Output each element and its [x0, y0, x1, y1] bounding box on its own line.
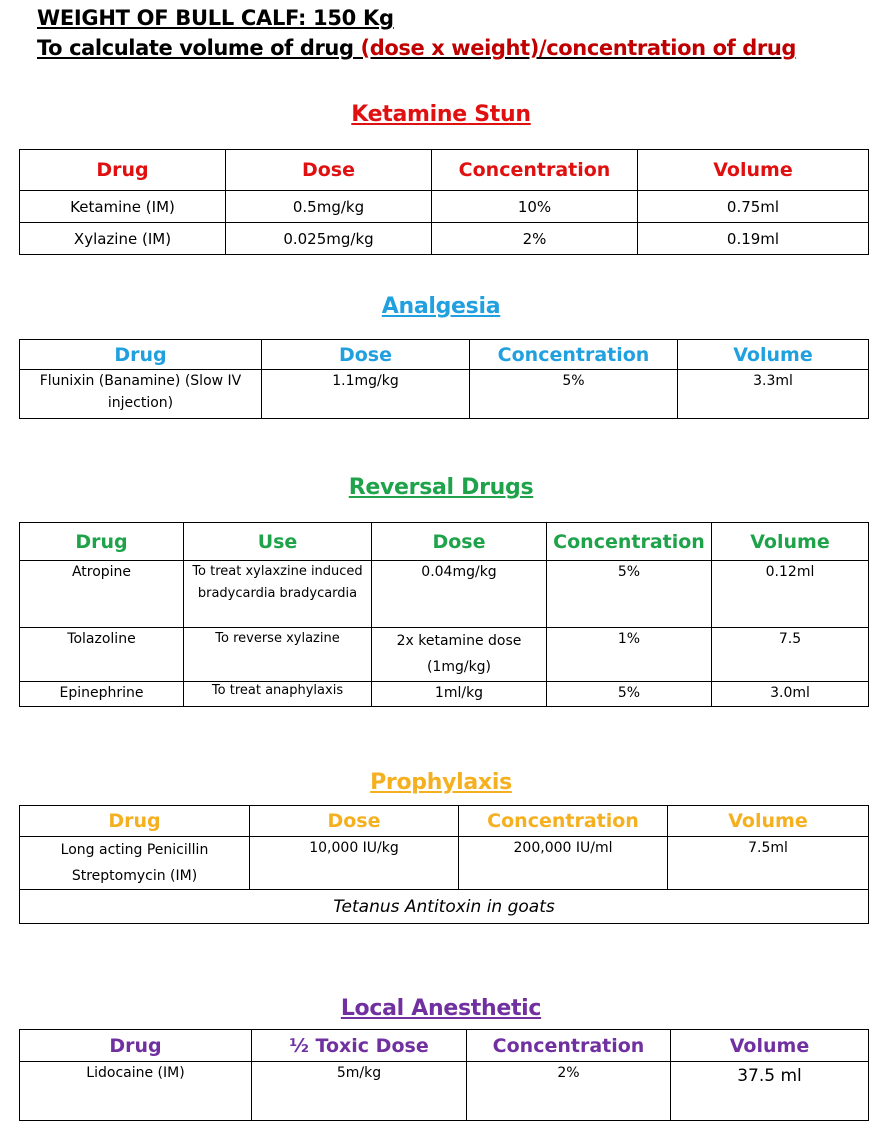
table-row	[20, 682, 869, 707]
table-cell: Flunixin (Banamine) (Slow IV injection)	[20, 370, 262, 419]
table-cell: Atropine	[20, 561, 184, 628]
table-cell: To reverse xylazine	[184, 628, 372, 682]
table-cell: 10,000 IU/kg	[250, 837, 459, 890]
reversal-drugs-title: Reversal Drugs	[348, 475, 534, 500]
analgesia-table	[19, 339, 869, 419]
formula-text: (dose x weight)/concentration of drug	[360, 36, 797, 60]
column-header: Drug	[20, 150, 226, 191]
table-cell: 7.5ml	[668, 837, 869, 890]
table-cell: Ketamine (IM)	[20, 191, 226, 223]
table-cell: 5%	[470, 370, 678, 419]
column-header: Volume	[678, 340, 869, 370]
formula-line	[37, 36, 796, 60]
local-anesthetic-title: Local Anesthetic	[340, 996, 542, 1021]
table-cell: 7.5	[712, 628, 869, 682]
column-header: Concentration	[432, 150, 638, 191]
column-header: Volume	[712, 523, 869, 561]
ketamine-stun-title: Ketamine Stun	[351, 102, 531, 127]
column-header: Dose	[226, 150, 432, 191]
prophylaxis-title: Prophylaxis	[370, 770, 512, 795]
column-header: Volume	[638, 150, 869, 191]
table-cell: 0.5mg/kg	[226, 191, 432, 223]
table-cell: 0.04mg/kg	[372, 561, 547, 628]
table-cell: 37.5 ml	[671, 1062, 869, 1121]
table-cell: 1.1mg/kg	[262, 370, 470, 419]
column-header: Volume	[668, 806, 869, 837]
table-cell: 0.75ml	[638, 191, 869, 223]
table-header-row	[20, 150, 869, 191]
table-cell: 2%	[432, 223, 638, 255]
table-cell: 2x ketamine dose (1mg/kg)	[372, 628, 547, 682]
column-header: Drug	[20, 523, 184, 561]
column-header: Dose	[262, 340, 470, 370]
table-cell: To treat anaphylaxis	[184, 682, 372, 707]
column-header: Use	[184, 523, 372, 561]
column-header: Drug	[20, 340, 262, 370]
table-header-row	[20, 806, 869, 837]
reversal-drugs-table	[19, 522, 869, 707]
tetanus-note: Tetanus Antitoxin in goats	[20, 890, 869, 924]
table-cell: To treat xylaxzine induced bradycardia bradycardia	[184, 561, 372, 628]
table-row	[20, 1062, 869, 1121]
column-header: Concentration	[467, 1030, 671, 1062]
column-header: Concentration	[459, 806, 668, 837]
table-cell: 3.0ml	[712, 682, 869, 707]
column-header: Concentration	[470, 340, 678, 370]
table-cell: Xylazine (IM)	[20, 223, 226, 255]
column-header: Dose	[372, 523, 547, 561]
table-row	[20, 561, 869, 628]
table-header-row	[20, 340, 869, 370]
calf-weight-line: WEIGHT OF BULL CALF: 150 Kg	[37, 6, 394, 30]
table-row	[20, 837, 869, 890]
table-cell: 10%	[432, 191, 638, 223]
table-cell: 5%	[547, 682, 712, 707]
document-header	[37, 6, 796, 60]
table-cell: 1%	[547, 628, 712, 682]
table-cell: Tolazoline	[20, 628, 184, 682]
table-cell: 200,000 IU/ml	[459, 837, 668, 890]
column-header: Volume	[671, 1030, 869, 1062]
table-header-row	[20, 1030, 869, 1062]
ketamine-stun-table	[19, 149, 869, 255]
column-header: Drug	[20, 806, 250, 837]
table-row	[20, 628, 869, 682]
column-header: Drug	[20, 1030, 252, 1062]
column-header: Concentration	[547, 523, 712, 561]
table-row	[20, 223, 869, 255]
table-cell: 1ml/kg	[372, 682, 547, 707]
table-row	[20, 370, 869, 419]
table-cell: Long acting Penicillin Streptomycin (IM)	[20, 837, 250, 890]
table-cell: 5%	[547, 561, 712, 628]
table-header-row	[20, 523, 869, 561]
table-row	[20, 890, 869, 924]
local-anesthetic-table	[19, 1029, 869, 1121]
table-cell: 0.025mg/kg	[226, 223, 432, 255]
table-cell: 2%	[467, 1062, 671, 1121]
table-cell: 0.12ml	[712, 561, 869, 628]
table-cell: Epinephrine	[20, 682, 184, 707]
analgesia-title: Analgesia	[381, 294, 501, 319]
table-cell: 0.19ml	[638, 223, 869, 255]
column-header: ½ Toxic Dose	[252, 1030, 467, 1062]
table-cell: 3.3ml	[678, 370, 869, 419]
table-cell: Lidocaine (IM)	[20, 1062, 252, 1121]
table-cell: 5m/kg	[252, 1062, 467, 1121]
prophylaxis-table	[19, 805, 869, 924]
formula-prefix: To calculate volume of drug	[37, 36, 361, 60]
table-row	[20, 191, 869, 223]
column-header: Dose	[250, 806, 459, 837]
